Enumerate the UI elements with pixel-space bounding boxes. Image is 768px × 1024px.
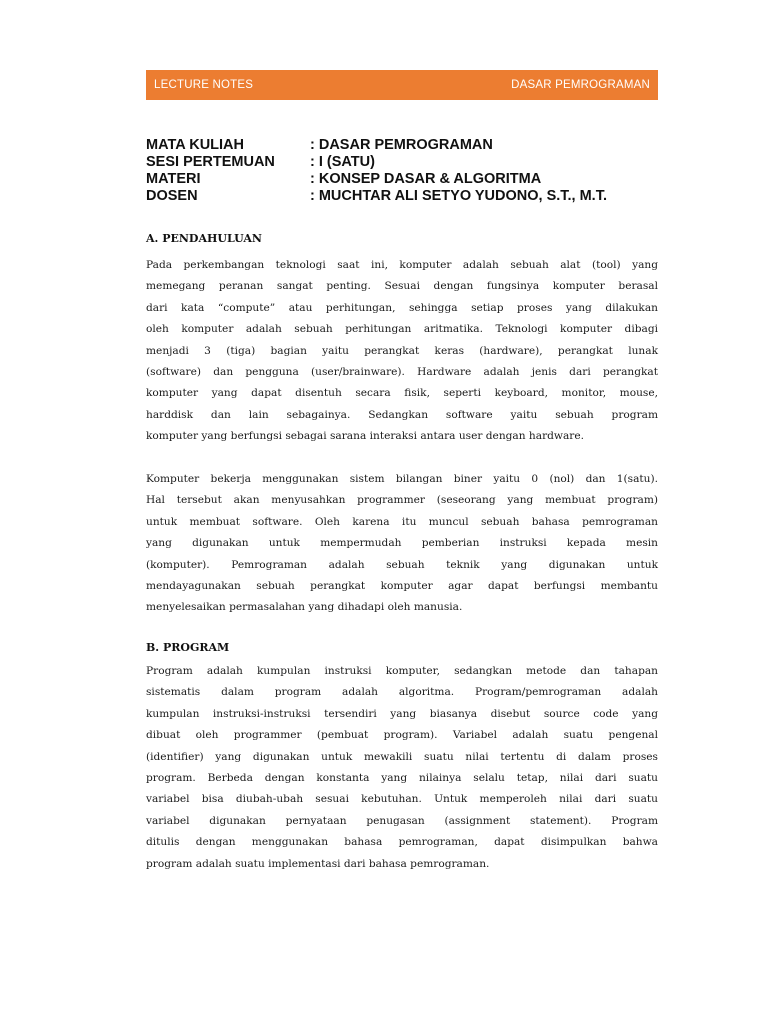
text-line: Hal tersebut akan menyusahkan programmer (seseorang yang membuat program) — [146, 494, 658, 507]
header-left-label: LECTURE NOTES — [154, 79, 254, 91]
text-line: untuk membuat software. Oleh karena itu muncul sebuah bahasa pemrograman — [146, 515, 658, 528]
text-line: Komputer bekerja menggunakan sistem bilangan biner yaitu 0 (nol) dan 1(satu). — [146, 473, 658, 485]
text-line: menjadi 3 (tiga) bagian yaitu perangkat keras (hardware), perangkat lunak — [146, 344, 658, 357]
header-bar — [146, 70, 658, 100]
text-line: yang digunakan untuk mempermudah pemberian instruksi kepada mesin — [146, 537, 658, 550]
text-line: ditulis dengan menggunakan bahasa pemrograman, dapat disimpulkan bahwa — [146, 836, 658, 849]
text-line: mendayagunakan sebuah perangkat komputer agar dapat berfungsi membantu — [146, 580, 658, 593]
course-meta — [146, 137, 607, 205]
text-line: menyelesaikan permasalahan yang dihadapi oleh manusia. — [146, 601, 463, 614]
section-b-paragraph — [146, 661, 658, 875]
meta-value: : I (SATU) — [310, 154, 375, 170]
section-b-heading: B. PROGRAM — [146, 641, 230, 654]
text-line: (identifier) yang digunakan untuk mewakili suatu nilai tertentu di dalam proses — [146, 750, 658, 763]
text-line: oleh komputer adalah sebuah perhitungan aritmatika. Teknologi komputer dibagi — [146, 323, 658, 336]
text-line: dari kata “compute” atau perhitungan, sehingga setiap proses yang dilakukan — [146, 301, 658, 314]
meta-row-material — [146, 171, 607, 188]
meta-label: SESI PERTEMUAN — [146, 154, 275, 170]
meta-row-course — [146, 137, 607, 154]
text-line: program. Berbeda dengan konstanta yang nilainya selalu tetap, nilai dari suatu — [146, 772, 658, 785]
text-line: Program adalah kumpulan instruksi komputer, sedangkan metode dan tahapan — [146, 665, 658, 677]
text-line: variabel digunakan pernyataan penugasan (assignment statement). Program — [146, 814, 658, 827]
text-line: memegang peranan sangat penting. Sesuai dengan fungsinya komputer berasal — [146, 280, 658, 293]
text-line: kumpulan instruksi-instruksi tersendiri yang biasanya disebut source code yang — [146, 707, 658, 720]
text-line: (software) dan pengguna (user/brainware). Hardware adalah jenis dari perangkat — [146, 366, 658, 379]
meta-row-lecturer — [146, 188, 607, 205]
text-line: (komputer). Pemrograman adalah sebuah teknik yang digunakan untuk — [146, 558, 658, 571]
meta-value: : DASAR PEMROGRAMAN — [310, 137, 493, 153]
text-line: komputer yang dapat disentuh secara fisik, seperti keyboard, monitor, mouse, — [146, 387, 658, 400]
meta-label: MATERI — [146, 171, 201, 187]
text-line: variabel bisa diubah-ubah sesuai kebutuhan. Untuk memperoleh nilai dari suatu — [146, 793, 658, 806]
section-a-heading: A. PENDAHULUAN — [146, 232, 262, 245]
text-line: dibuat oleh programmer (pembuat program). Variabel adalah suatu pengenal — [146, 729, 658, 742]
header-right-label: DASAR PEMROGRAMAN — [511, 79, 650, 91]
section-a-paragraph-1 — [146, 255, 658, 448]
section-a-paragraph-2 — [146, 469, 658, 619]
meta-value: : MUCHTAR ALI SETYO YUDONO, S.T., M.T. — [310, 188, 607, 204]
meta-row-session — [146, 154, 607, 171]
text-line: sistematis dalam program adalah algoritma. Program/pemrograman adalah — [146, 686, 658, 699]
text-line: harddisk dan lain sebagainya. Sedangkan software yaitu sebuah program — [146, 408, 658, 421]
text-line: Pada perkembangan teknologi saat ini, komputer adalah sebuah alat (tool) yang — [146, 259, 658, 271]
text-line: program adalah suatu implementasi dari bahasa pemrograman. — [146, 857, 490, 870]
meta-label: DOSEN — [146, 188, 198, 204]
meta-label: MATA KULIAH — [146, 137, 244, 153]
meta-value: : KONSEP DASAR & ALGORITMA — [310, 171, 542, 187]
text-line: komputer yang berfungsi sebagai sarana interaksi antara user dengan hardware. — [146, 430, 585, 443]
